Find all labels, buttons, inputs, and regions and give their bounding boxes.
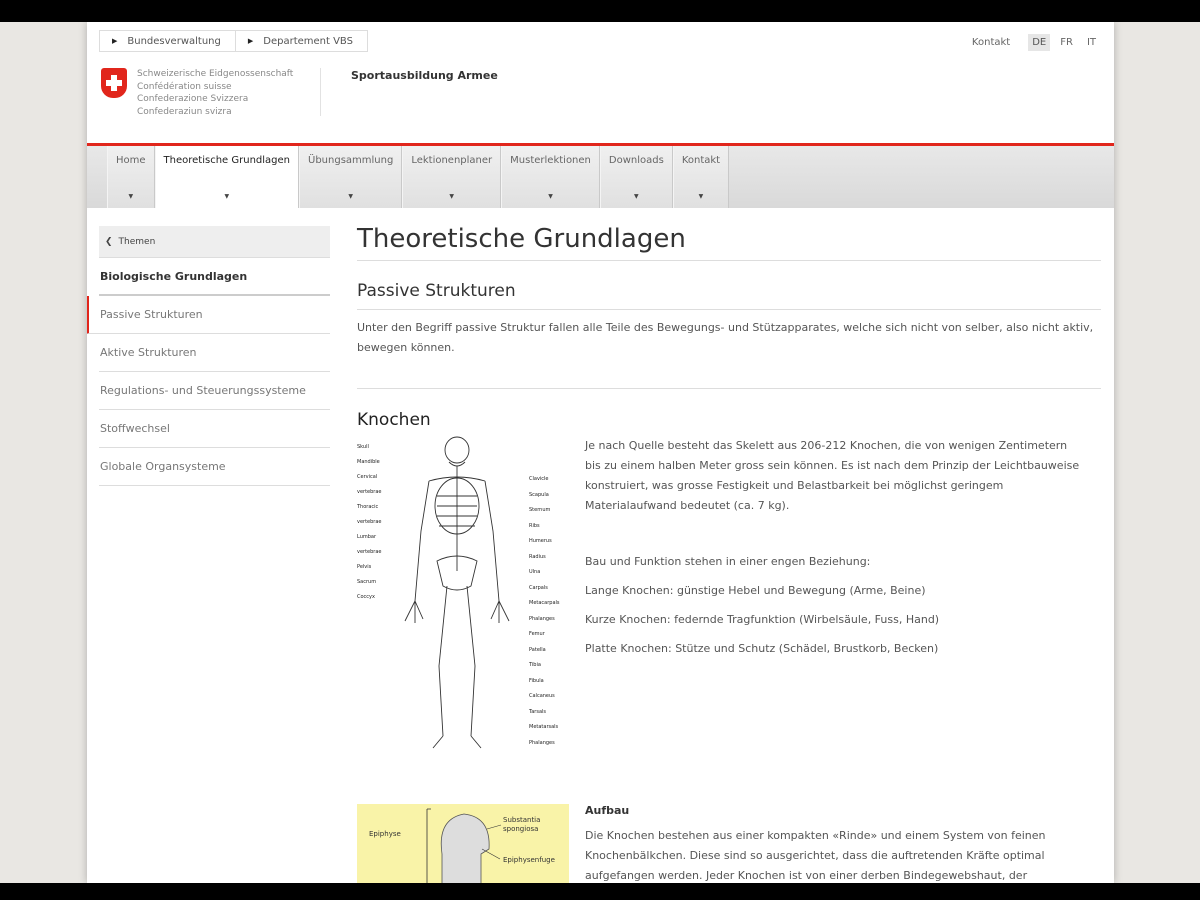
nav-label: Musterlektionen xyxy=(510,155,591,166)
kontakt-link[interactable]: Kontakt xyxy=(971,37,1011,48)
page-title: Theoretische Grundlagen xyxy=(357,224,1101,261)
skeleton-label: Lumbar vertebrae xyxy=(357,534,382,555)
skeleton-label: Thoracic vertebrae xyxy=(357,504,382,525)
aufbau-section xyxy=(357,804,1085,883)
top-links xyxy=(972,34,1100,51)
caret-right-icon: ▶ xyxy=(247,37,254,45)
lang-it[interactable]: IT xyxy=(1086,37,1096,48)
sidebar-item-aktive-strukturen[interactable]: Aktive Strukturen xyxy=(99,334,330,372)
lang-de[interactable]: DE xyxy=(1028,34,1050,51)
breadcrumb-label: Departement VBS xyxy=(263,35,353,47)
caret-right-icon: ▶ xyxy=(112,37,118,45)
paragraph: Kurze Knochen: federnde Tragfunktion (Wirbelsäule, Fuss, Hand) xyxy=(585,613,940,626)
skeleton-label: Patella xyxy=(529,646,546,653)
skeleton-label: Metatarsals xyxy=(529,724,559,730)
main-nav xyxy=(87,146,1114,208)
logo-line: Schweizerische Eidgenossenschaft xyxy=(137,69,294,79)
dropdown-icon: ▼ xyxy=(224,193,230,200)
logo-line: Confédération suisse xyxy=(137,81,232,92)
skeleton-label: Carpals xyxy=(529,584,548,591)
sidebar-item-stoffwechsel[interactable]: Stoffwechsel xyxy=(99,410,330,448)
logo-line: Confederazione Svizzera xyxy=(137,94,249,104)
divider xyxy=(320,68,321,116)
paragraph: Lange Knochen: günstige Hebel und Bewegung (Arme, Beine) xyxy=(585,584,926,597)
breadcrumb-departement[interactable] xyxy=(235,30,368,52)
dropdown-icon: ▼ xyxy=(348,193,353,200)
federal-logo[interactable] xyxy=(101,68,293,118)
dropdown-icon: ▼ xyxy=(449,193,455,200)
swiss-flag-icon xyxy=(101,68,127,98)
paragraph: Bau und Funktion stehen in einer engen Beziehung: xyxy=(585,555,871,568)
main-content xyxy=(357,222,1101,882)
sidebar-item-organsysteme[interactable]: Globale Organsysteme xyxy=(99,448,330,486)
nav-lektionenplaner[interactable] xyxy=(402,146,501,208)
bone-label: Substantia spongiosa xyxy=(503,816,541,833)
chevron-left-icon: ❮ xyxy=(105,236,113,247)
knochen-text xyxy=(585,436,1085,761)
skeleton-label: Phalanges xyxy=(529,739,555,746)
skeleton-label: Ulna xyxy=(529,569,541,575)
nav-label: Lektionenplaner xyxy=(411,155,493,166)
skeleton-label: Tarsals xyxy=(529,708,547,715)
nav-theoretische-grundlagen[interactable] xyxy=(155,146,299,208)
bone-label: Epiphyse xyxy=(369,830,401,838)
dropdown-icon: ▼ xyxy=(698,193,704,200)
breadcrumb-bundesverwaltung[interactable] xyxy=(99,30,235,52)
skeleton-label: Skull xyxy=(357,444,369,450)
dropdown-icon: ▼ xyxy=(634,193,639,200)
skeleton-label: Sacrum xyxy=(357,579,377,585)
nav-label: Kontakt xyxy=(681,155,721,166)
breadcrumb xyxy=(99,30,368,52)
skeleton-label: Coccyx xyxy=(357,594,375,600)
nav-label: Theoretische Grundlagen xyxy=(163,155,290,166)
skeleton-label: Ribs xyxy=(529,522,540,529)
skeleton-label: Scapula xyxy=(529,491,549,498)
skeleton-labels-right xyxy=(529,472,584,751)
dropdown-icon: ▼ xyxy=(548,193,553,200)
skeleton-label: Mandible xyxy=(357,459,380,465)
lang-fr[interactable]: FR xyxy=(1060,37,1073,48)
sidebar xyxy=(99,226,330,486)
skeleton-label: Metacarpals xyxy=(529,600,560,606)
paragraph: Je nach Quelle besteht das Skelett aus 206-212 Knochen, die von wenigen Zentimetern bis zu einem halben Meter gross sein können. Es ist nach dem Prinzip der Leichtbauweise konstruiert, was grosse Festigkeit und Belastbarkeit bei möglichst geringem Materialaufwand bedeutet (ca. 7 kg). xyxy=(585,439,1080,512)
nav-downloads[interactable] xyxy=(600,146,673,208)
intro-text: Unter den Begriff passive Struktur fallen alle Teile des Bewegungs- und Stützapparates, welche sich nicht von selber, also nicht aktiv, bewegen können. xyxy=(357,310,1101,389)
nav-musterlektionen[interactable] xyxy=(501,146,600,208)
sidebar-heading[interactable]: Biologische Grundlagen xyxy=(99,258,330,296)
skeleton-image xyxy=(357,436,585,761)
section-subtitle: Passive Strukturen xyxy=(357,261,1101,310)
skeleton-label: Phalanges xyxy=(529,615,555,622)
breadcrumb-label: Bundesverwaltung xyxy=(127,35,221,47)
skeleton-labels-left xyxy=(357,440,402,605)
skeleton-label: Cervical vertebrae xyxy=(357,474,382,495)
skeleton-label: Fibula xyxy=(529,677,544,684)
paragraph: Platte Knochen: Stütze und Schutz (Schädel, Brustkorb, Becken) xyxy=(585,642,939,655)
section-heading: Knochen xyxy=(357,410,431,430)
back-to-themen[interactable] xyxy=(99,226,330,258)
nav-label: Downloads xyxy=(608,155,664,166)
nav-kontakt[interactable] xyxy=(673,146,729,208)
aufbau-heading: Aufbau xyxy=(585,804,630,817)
nav-uebungsammlung[interactable] xyxy=(299,146,402,208)
nav-label: Home xyxy=(116,155,146,166)
skeleton-label: Pelvis xyxy=(357,564,372,570)
sidebar-item-regulation[interactable]: Regulations- und Steuerungssysteme xyxy=(99,372,330,410)
skeleton-label: Tibia xyxy=(529,662,541,668)
letterbox-top xyxy=(0,0,1200,22)
site-name[interactable]: Sportausbildung Armee xyxy=(351,69,498,82)
letterbox-bottom xyxy=(0,883,1200,900)
aufbau-text: Die Knochen bestehen aus einer kompakten «Rinde» und einem System von feinen Knochenbälkchen. Diese sind so ausgerichtet, dass die auftretenden Kräfte optimal aufgefangen werden. Jeder Knochen ist von einer derben Bindegewebshaut, der xyxy=(585,829,1046,882)
bone-structure-image xyxy=(357,804,569,883)
sidebar-item-passive-strukturen[interactable]: Passive Strukturen xyxy=(87,296,330,334)
logo-line: Confederaziun svizra xyxy=(137,106,232,117)
skeleton-label: Radius xyxy=(529,553,546,560)
skeleton-label: Calcaneus xyxy=(529,693,555,699)
skeleton-label: Sternum xyxy=(529,507,551,513)
nav-home[interactable] xyxy=(107,146,155,208)
skeleton-label: Humerus xyxy=(529,538,552,544)
confederation-text xyxy=(137,68,293,118)
bone-label: Epiphysenfuge xyxy=(503,856,555,864)
dropdown-icon: ▼ xyxy=(128,193,134,200)
page xyxy=(87,22,1114,883)
skeleton-label: Clavicle xyxy=(529,476,549,482)
nav-label: Übungsammlung xyxy=(308,155,394,166)
back-label: Themen xyxy=(118,236,156,247)
skeleton-label: Femur xyxy=(529,631,545,637)
